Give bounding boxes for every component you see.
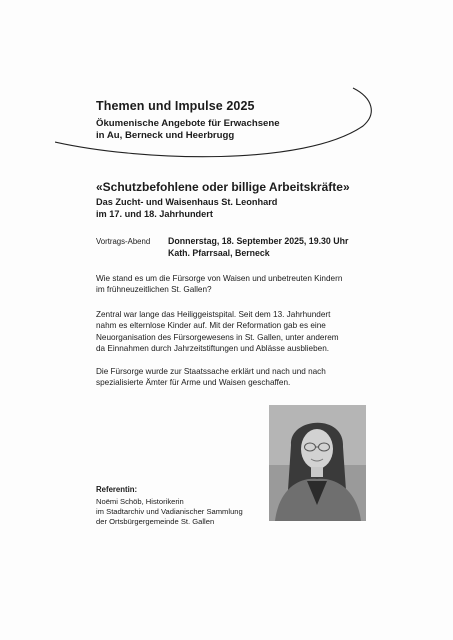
speaker-label: Referentin: bbox=[96, 485, 138, 494]
header-title: Themen und Impulse 2025 bbox=[96, 99, 255, 113]
event-type-label: Vortrags-Abend bbox=[96, 237, 151, 246]
event-location: Kath. Pfarrsaal, Berneck bbox=[168, 247, 270, 258]
paragraph-state: Die Fürsorge wurde zur Staatssache erklärt und nach und nach spezialisierte Ämter für Arme und Waisen geschaffen. bbox=[96, 367, 326, 388]
event-title: «Schutzbefohlene oder billige Arbeitskräfte» bbox=[96, 180, 350, 194]
speaker-info: Noëmi Schöb, Historikerin im Stadtarchiv und Vadianischer Sammlung der Ortsbürgergemeinde St. Gallen bbox=[96, 497, 243, 526]
paragraph-intro: Wie stand es um die Fürsorge von Waisen und unbetreuten Kindern im frühneuzeitlichen St. Gallen? bbox=[96, 274, 343, 295]
event-date: Donnerstag, 18. September 2025, 19.30 Uhr bbox=[168, 236, 349, 246]
paragraph-history: Zentral war lange das Heiliggeistspital. Seit dem 13. Jahrhundert nahm es elternlose Kinder auf. Mit der Reformation gab es eine Neuorganisation des Fürsorgewesens in St. Gallen, unter anderem da Einnahmen durch Jahrzeitstiftungen und Ablässe ausblieben. bbox=[96, 310, 339, 354]
header-subtitle: Ökumenische Angebote für Erwachsene in Au, Berneck und Heerbrugg bbox=[96, 118, 280, 141]
event-subtitle: Das Zucht- und Waisenhaus St. Leonhard im 17. und 18. Jahrhundert bbox=[96, 197, 278, 219]
event-details bbox=[168, 236, 348, 259]
